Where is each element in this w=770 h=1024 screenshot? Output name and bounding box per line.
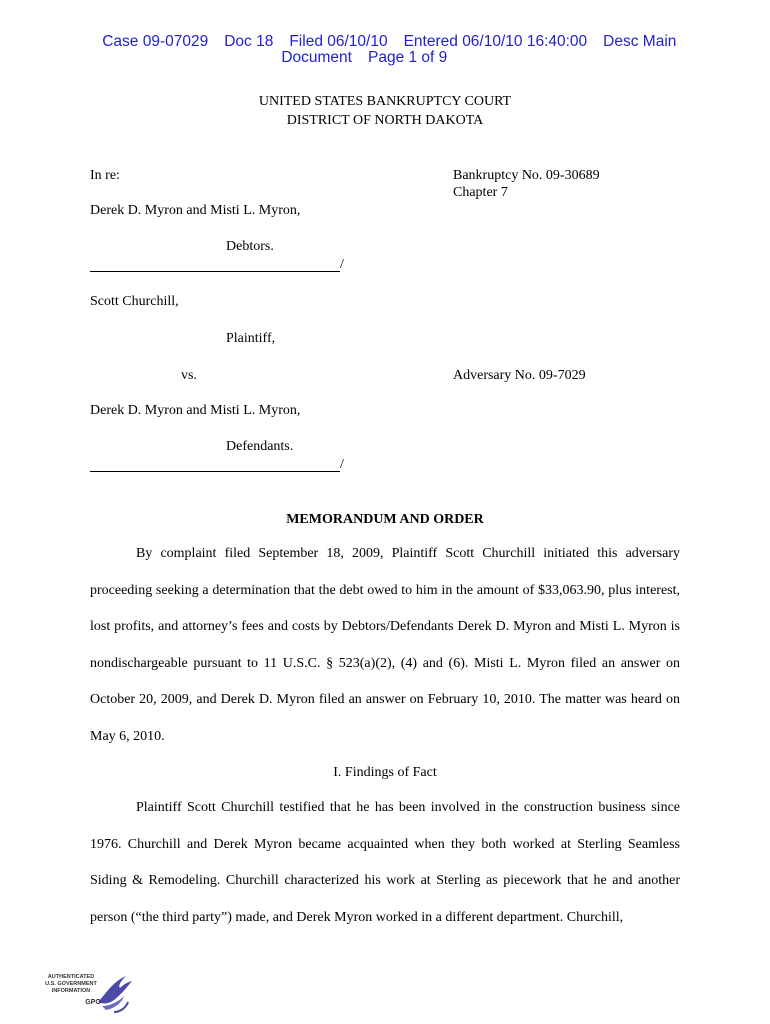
body-paragraph-1 (90, 536, 680, 755)
gpo-logo-text-1: AUTHENTICATED (47, 974, 95, 980)
versus-label: vs. (181, 368, 197, 383)
debtors-label: Debtors. (226, 239, 274, 254)
stamp-case-number: Case 09-07029 (102, 33, 209, 50)
plaintiff-name: Scott Churchill, (90, 294, 179, 309)
debtors-names: Derek D. Myron and Misti L. Myron, (90, 203, 301, 218)
defendants-names: Derek D. Myron and Misti L. Myron, (90, 403, 301, 418)
court-district: DISTRICT OF NORTH DAKOTA (286, 113, 484, 128)
caption-divider-2 (90, 471, 340, 472)
in-re-label: In re: (90, 168, 120, 183)
stamp-desc: Desc Main (603, 33, 677, 50)
stamp-page: Page 1 of 9 (367, 49, 448, 66)
bankruptcy-number: Bankruptcy No. 09-30689 (453, 168, 600, 183)
paragraph-1-text: By complaint filed September 18, 2009, Plaintiff Scott Churchill initiated this adversary proceeding seeking a determination that the debt owed to him in the amount of $33,063.90, plus interest, lost profits, and attorney’s fees and costs by Debtors/Defendants Derek D. Myron and Misti L. Myron is nondischargeable pursuant to 11 U.S.C. § 523(a)(2), (4) and (6). Misti L. Myron filed an answer on October 20, 2009, and Derek D. Myron filed an answer on February 10, 2010. The matter was heard on May 6, 2010. (90, 546, 680, 744)
gpo-eagle-icon (40, 972, 135, 1018)
section-heading: I. Findings of Fact (333, 765, 437, 780)
filing-stamp-line2 (0, 34, 745, 66)
gpo-authentication-logo (40, 972, 135, 1018)
gpo-logo-text-2: U.S. GOVERNMENT (45, 981, 97, 987)
caption-slash: / (340, 257, 344, 272)
gpo-logo-text-3: INFORMATION (51, 988, 91, 994)
gpo-logo-mark: GPO (85, 999, 101, 1006)
stamp-document: Document (281, 49, 352, 66)
court-name: UNITED STATES BANKRUPTCY COURT (258, 94, 512, 109)
stamp-doc-number: Doc 18 (224, 33, 274, 50)
stamp-entered-date: Entered 06/10/10 16:40:00 (403, 33, 588, 50)
defendants-label: Defendants. (226, 439, 294, 454)
chapter: Chapter 7 (453, 185, 508, 200)
caption-divider (90, 271, 340, 272)
paragraph-2-text: Plaintiff Scott Churchill testified that he has been involved in the construction business since 1976. Churchill and Derek Myron became acquainted when they both worked at Sterling Seamless Siding & Remodeling. Churchill characterized his work at Sterling as piecework that he and another person (“the third party”) made, and Derek Myron worked in a different department. Churchill, (90, 800, 680, 925)
plaintiff-label: Plaintiff, (226, 331, 276, 346)
body-paragraph-2 (90, 790, 680, 936)
stamp-filed-date: Filed 06/10/10 (289, 33, 388, 50)
adversary-number: Adversary No. 09-7029 (453, 368, 586, 383)
document-title: MEMORANDUM AND ORDER (286, 512, 484, 527)
caption-slash-2: / (340, 457, 344, 472)
